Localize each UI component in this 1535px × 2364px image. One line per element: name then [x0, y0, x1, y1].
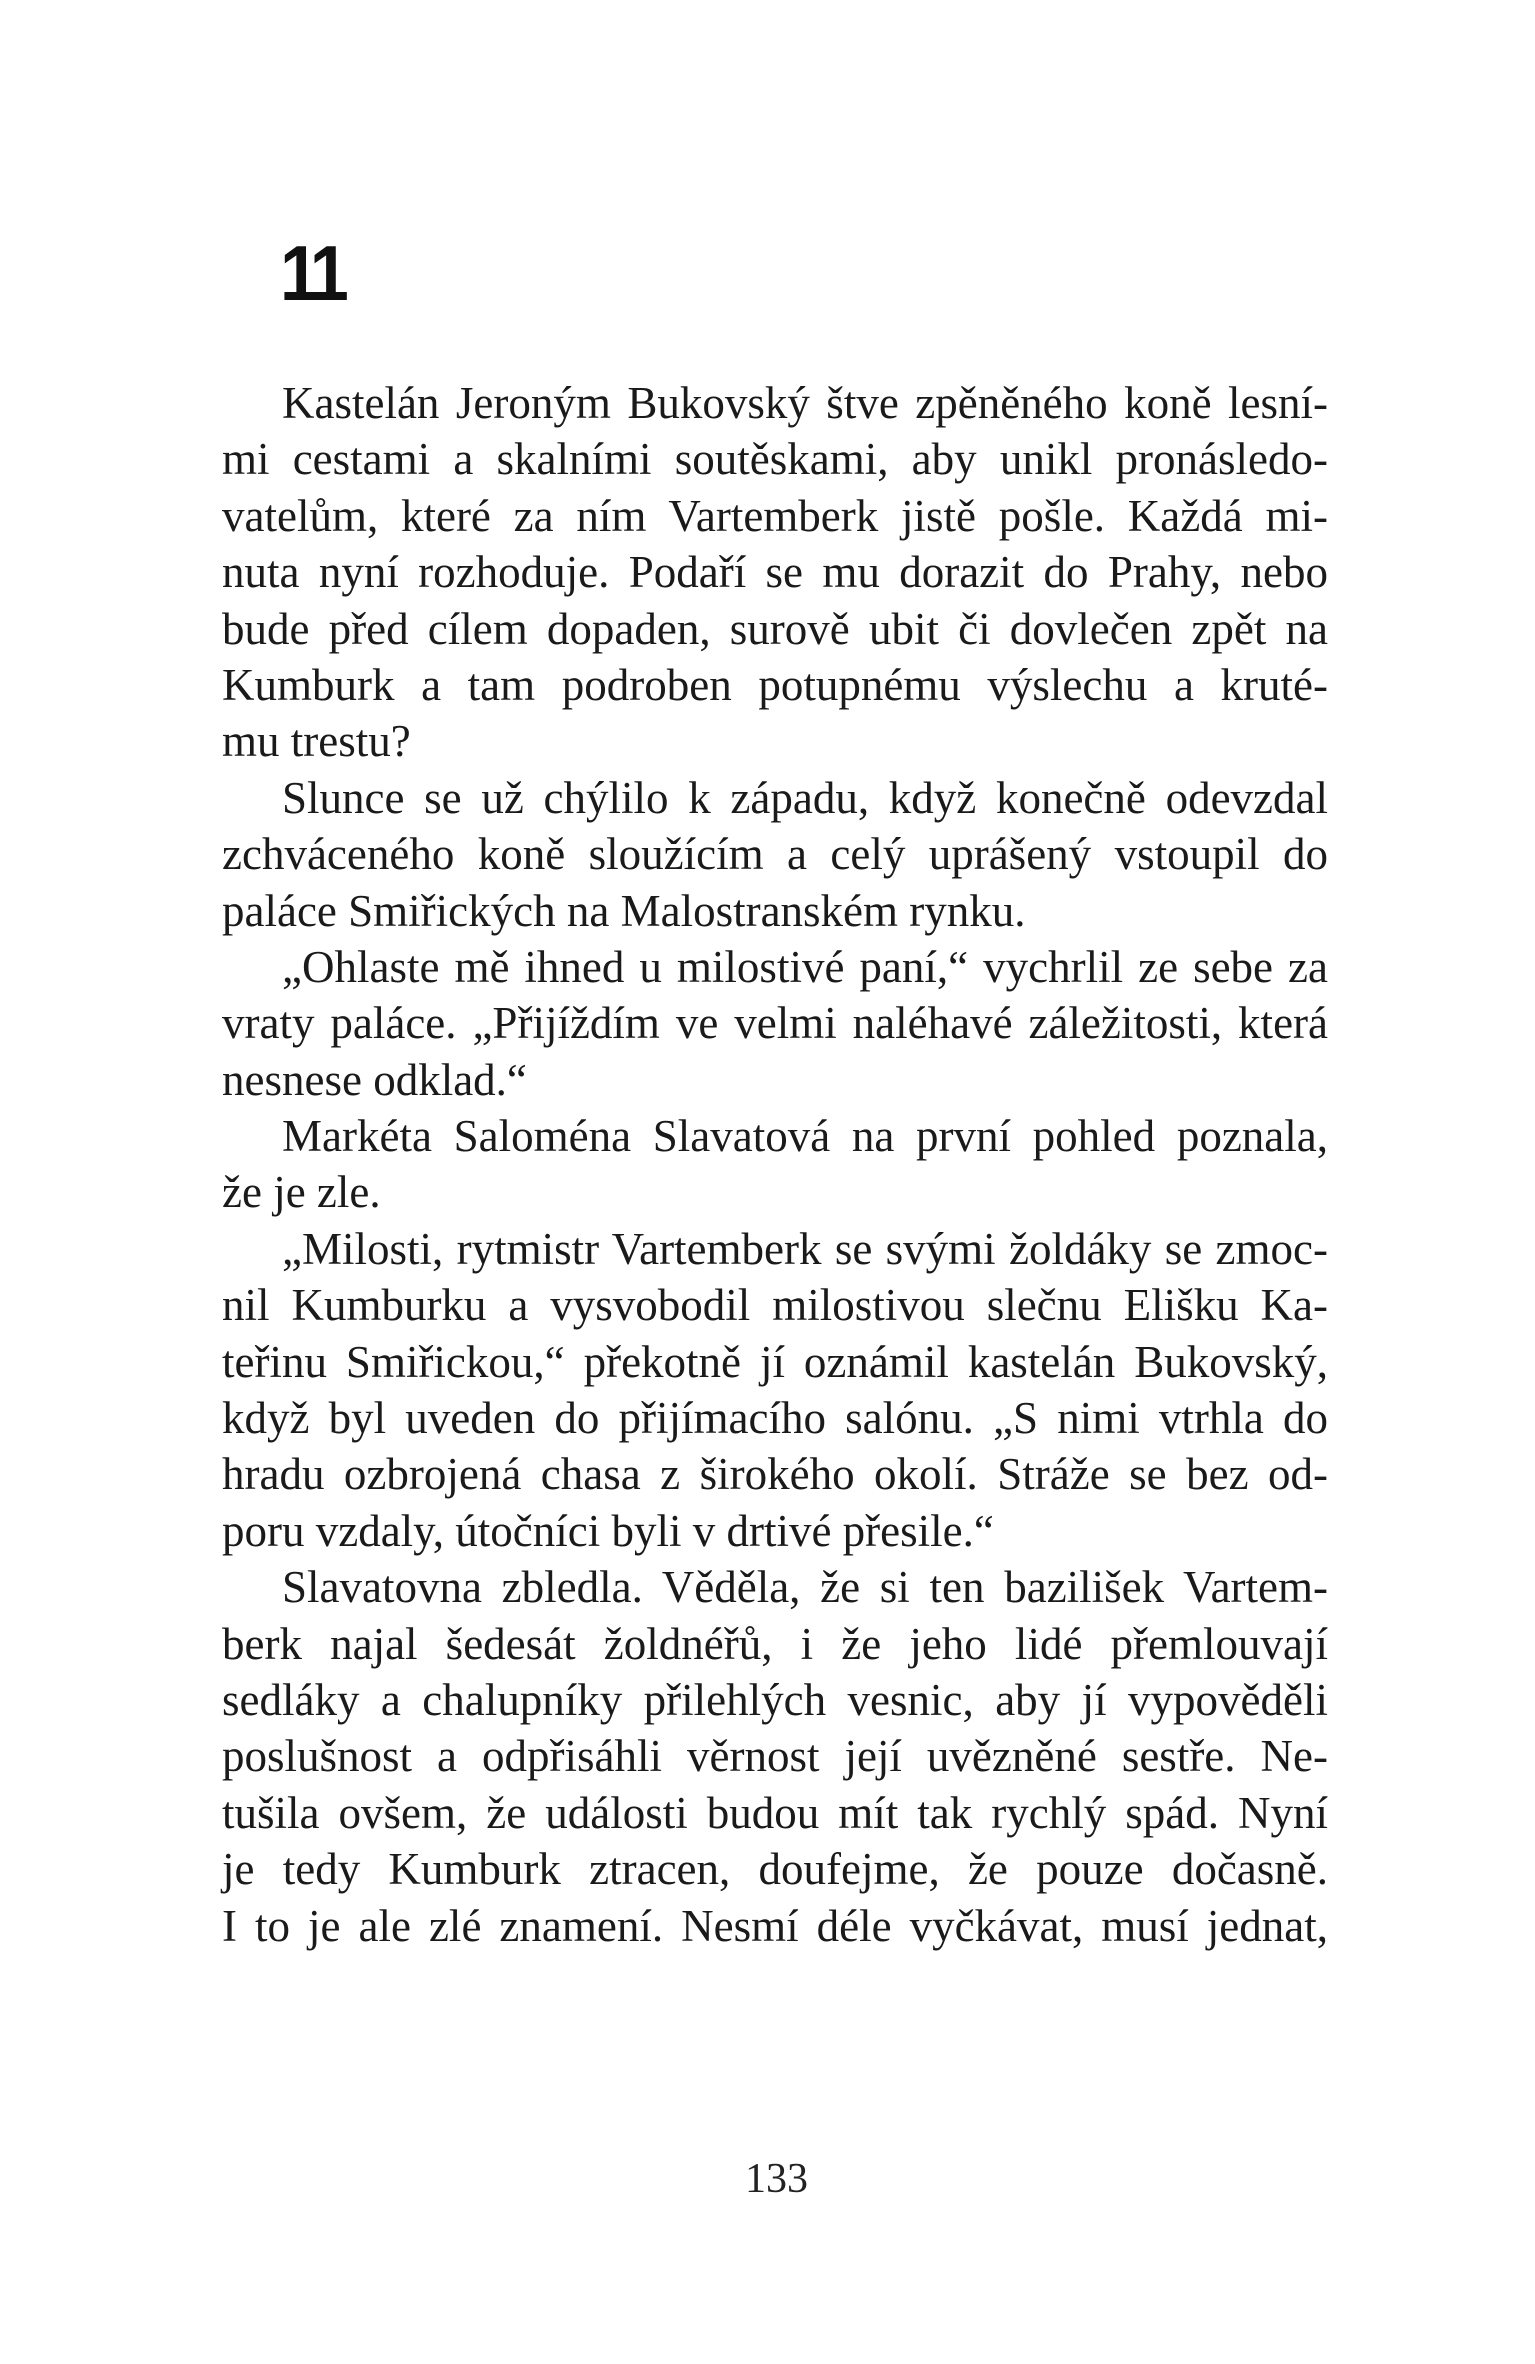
- text-line: vraty paláce. „Přijíždím ve velmi naléhavé záležitosti, která: [222, 998, 1328, 1049]
- text-line: hradu ozbrojená chasa z širokého okolí. Stráže se bez od-: [222, 1449, 1328, 1500]
- text-line: mi cestami a skalními soutěskami, aby unikl pronásledo-: [222, 434, 1328, 485]
- text-line: nesnese odklad.“: [222, 1054, 527, 1105]
- text-line: je tedy Kumburk ztracen, doufejme, že pouze dočasně.: [222, 1844, 1328, 1895]
- page-number: 133: [745, 2156, 808, 2202]
- text-line: Kumburk a tam podroben potupnému výslechu a kruté-: [222, 659, 1328, 710]
- paragraph: [222, 1108, 1328, 1221]
- text-line: teřinu Smiřickou,“ překotně jí oznámil kastelán Bukovský,: [222, 1336, 1328, 1387]
- text-line: paláce Smiřických na Malostranském rynku.: [222, 885, 1026, 936]
- paragraph: [222, 375, 1328, 770]
- text-line: vatelům, které za ním Vartemberk jistě pošle. Každá mi-: [222, 490, 1328, 541]
- text-line: „Ohlaste mě ihned u milostivé paní,“ vychrlil ze sebe za: [282, 941, 1328, 992]
- text-line: Kastelán Jeroným Bukovský štve zpěněného koně lesní-: [282, 378, 1328, 428]
- paragraph: [222, 1559, 1328, 1954]
- text-line: že je zle.: [222, 1167, 381, 1218]
- text-line: Slavatovna zbledla. Věděla, že si ten bazilišek Vartem-: [282, 1562, 1328, 1613]
- text-line: sedláky a chalupníky přilehlých vesnic, aby jí vypověděli: [222, 1674, 1328, 1725]
- chapter-number: 11: [280, 229, 344, 317]
- text-line: „Milosti, rytmistr Vartemberk se svými žoldáky se zmoc-: [282, 1223, 1328, 1274]
- paragraph: [222, 770, 1328, 939]
- text-line: Slunce se už chýlilo k západu, když konečně odevzdal: [282, 772, 1328, 823]
- text-line: nuta nyní rozhoduje. Podaří se mu dorazit do Prahy, nebo: [222, 547, 1328, 598]
- text-line: poslušnost a odpřisáhli věrnost její uvězněné sestře. Ne-: [222, 1731, 1328, 1782]
- text-line: bude před cílem dopaden, surově ubit či dovlečen zpět na: [222, 603, 1328, 654]
- text-line: poru vzdaly, útočníci byli v drtivé přesile.“: [222, 1505, 994, 1556]
- text-line: tušila ovšem, že události budou mít tak rychlý spád. Nyní: [222, 1787, 1328, 1838]
- text-line: berk najal šedesát žoldnéřů, i že jeho lidé přemlouvají: [222, 1618, 1328, 1669]
- paragraph: [222, 939, 1328, 1108]
- text-line: Markéta Saloména Slavatová na první pohled poznala,: [282, 1111, 1328, 1162]
- text-line: zchváceného koně sloužícím a celý uprášený vstoupil do: [222, 829, 1328, 880]
- text-line: nil Kumburku a vysvobodil milostivou slečnu Elišku Ka-: [222, 1280, 1328, 1331]
- text-line: když byl uveden do přijímacího salónu. „S nimi vtrhla do: [222, 1393, 1328, 1444]
- chapter-body: [222, 375, 1328, 1954]
- paragraph: [222, 1221, 1328, 1559]
- text-line: I to je ale zlé znamení. Nesmí déle vyčkávat, musí jednat,: [222, 1900, 1328, 1951]
- text-line: mu trestu?: [222, 716, 411, 767]
